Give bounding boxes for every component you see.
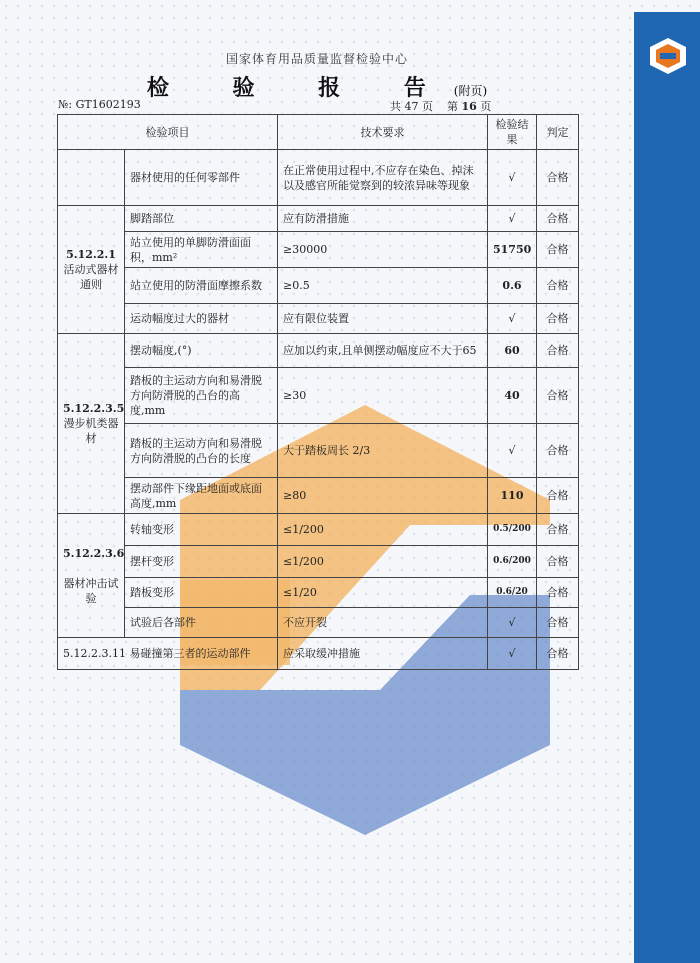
row-result: 0.6/200: [488, 546, 537, 578]
row-item: 器材使用的任何零部件: [125, 150, 278, 206]
row-item: 运动幅度过大的器材: [125, 304, 278, 334]
row-result: √: [488, 638, 537, 670]
row-verdict: 合格: [537, 514, 579, 546]
row-item: 摆动部件下缘距地面或底面高度,mm: [125, 478, 278, 514]
section-5-12-2-1: 5.12.2.1 活动式器材通则: [58, 206, 125, 334]
row-result: √: [488, 206, 537, 232]
row-requirement: ≥30000: [278, 232, 488, 268]
title-note: (附页): [453, 84, 488, 98]
table-row: [58, 546, 579, 578]
row-result: √: [488, 304, 537, 334]
row-item: 试验后各部件: [125, 608, 278, 638]
current-page: 16: [461, 100, 477, 113]
header-verdict: 判定: [537, 115, 579, 150]
table-row: [58, 424, 579, 478]
row-item: 踏板的主运动方向和易滑脱方向防滑脱的凸台的长度: [125, 424, 278, 478]
table-row: [58, 608, 579, 638]
total-pages: 47: [404, 100, 419, 113]
row-result: 0.6: [488, 268, 537, 304]
row-requirement: ≤1/200: [278, 514, 488, 546]
row-requirement: ≤1/200: [278, 546, 488, 578]
title-text: 检 验 报 告: [146, 75, 454, 101]
row-result: 60: [488, 334, 537, 368]
row-item: 摆杆变形: [125, 546, 278, 578]
row-item: 踏板变形: [125, 578, 278, 608]
table-row: [58, 368, 579, 424]
row-verdict: 合格: [537, 638, 579, 670]
row-result: √: [488, 608, 537, 638]
row-verdict: 合格: [537, 478, 579, 514]
table-row: [58, 514, 579, 546]
row-verdict: 合格: [537, 304, 579, 334]
report-header: [0, 50, 634, 102]
header-result: 检验结果: [488, 115, 537, 150]
row-verdict: 合格: [537, 578, 579, 608]
table-row: [58, 334, 579, 368]
center-logo-icon: [648, 36, 688, 76]
row-requirement: ≥80: [278, 478, 488, 514]
row-verdict: 合格: [537, 268, 579, 304]
table-row: [58, 206, 579, 232]
organization-name: 国家体育用品质量监督检验中心: [225, 52, 408, 66]
row-requirement: 应采取缓冲措施: [278, 638, 488, 670]
row-requirement: ≤1/20: [278, 578, 488, 608]
row-verdict: 合格: [537, 232, 579, 268]
row-requirement: 大于踏板周长 2/3: [278, 424, 488, 478]
side-strip: [634, 12, 700, 963]
row-result: √: [488, 150, 537, 206]
row-verdict: 合格: [537, 334, 579, 368]
row-item: 站立使用的防滑面摩擦系数: [125, 268, 278, 304]
row-verdict: 合格: [537, 368, 579, 424]
table-row: [58, 304, 579, 334]
row-result: 0.5/200: [488, 514, 537, 546]
header-requirement: 技术要求: [278, 115, 488, 150]
row-item: 踏板的主运动方向和易滑脱方向防滑脱的凸台的高度,mm: [125, 368, 278, 424]
row-requirement: ≥0.5: [278, 268, 488, 304]
row-requirement: 应加以约束,且单侧摆动幅度应不大于65: [278, 334, 488, 368]
section-5-12-2-3-6: 5.12.2.3.6 器材冲击试验: [58, 514, 125, 638]
row-verdict: 合格: [537, 150, 579, 206]
row-item: 脚踏部位: [125, 206, 278, 232]
page-info: 共 47 页 第 16 页: [390, 100, 492, 113]
row-item: 摆动幅度,(°): [125, 334, 278, 368]
row-verdict: 合格: [537, 206, 579, 232]
row-requirement: 在正常使用过程中,不应存在染色、掉沫以及感官所能觉察到的较浓异味等现象: [278, 150, 488, 206]
row-item: 转轴变形: [125, 514, 278, 546]
section-5-12-2-3-5: 5.12.2.3.5 漫步机类器材: [58, 334, 125, 514]
row-requirement: 不应开裂: [278, 608, 488, 638]
row-result: 40: [488, 368, 537, 424]
row-requirement: ≥30: [278, 368, 488, 424]
header-item: 检验项目: [58, 115, 278, 150]
table-row: [58, 150, 579, 206]
row-result: 110: [488, 478, 537, 514]
row-result: 51750: [488, 232, 537, 268]
table-row: [58, 232, 579, 268]
section-empty: [58, 150, 125, 206]
table-row: [58, 638, 579, 670]
row-requirement: 应有限位装置: [278, 304, 488, 334]
inspection-table: [57, 114, 579, 670]
row-verdict: 合格: [537, 424, 579, 478]
row-verdict: 合格: [537, 608, 579, 638]
row-result: √: [488, 424, 537, 478]
row-verdict: 合格: [537, 546, 579, 578]
row-item: 站立使用的单脚防滑面面积，mm²: [125, 232, 278, 268]
table-row: [58, 268, 579, 304]
row-item: 5.12.2.3.11 易碰撞第三者的运动部件: [58, 638, 278, 670]
row-result: 0.6/20: [488, 578, 537, 608]
row-requirement: 应有防滑措施: [278, 206, 488, 232]
table-row: [58, 578, 579, 608]
table-header-row: [58, 115, 579, 150]
table-row: [58, 478, 579, 514]
report-number: №: GT1602193: [58, 98, 141, 111]
